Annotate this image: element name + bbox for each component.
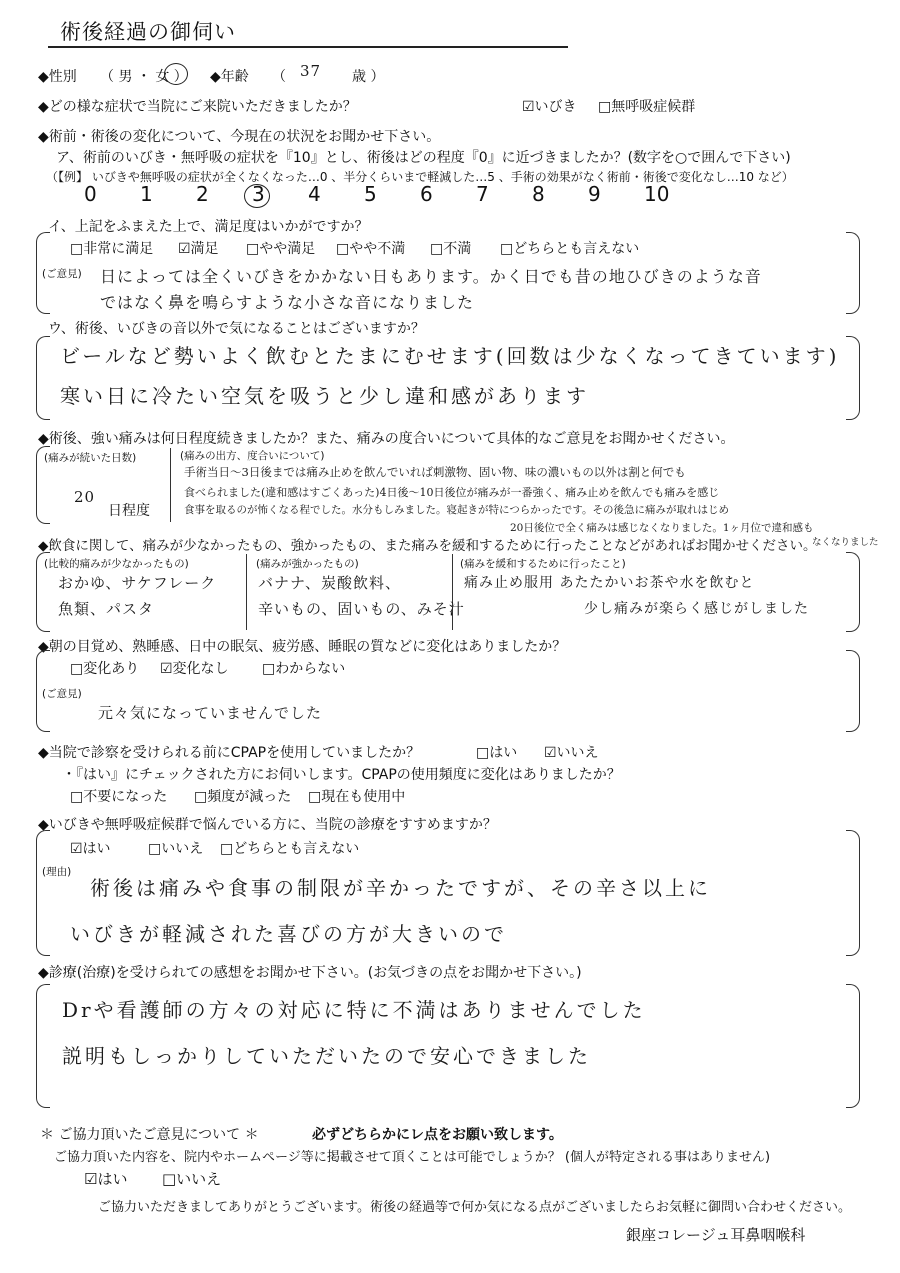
q6-col2-label: (痛みが強かったもの) (256, 558, 359, 570)
q3-option-satisfied[interactable]: ☑満足 (178, 241, 219, 257)
q5-detail-line-3[interactable]: 食事を取るのが怖くなる程でした。水分もしみました。寝起きが特につらかったです。その後急に痛みが取れはじめ (184, 504, 729, 516)
q8-option-no[interactable]: ☑いいえ (544, 745, 599, 761)
q10-bracket-left (36, 984, 50, 1108)
q8-option-yes[interactable]: □はい (476, 745, 518, 761)
title-underline (48, 46, 568, 48)
q8-sub-option-still-using[interactable]: □現在も使用中 (308, 789, 406, 805)
q9-reason-line-1[interactable]: 術後は痛みや食事の制限が辛かったですが、その辛さ以上に (90, 876, 711, 900)
q8-sub-option-unneeded[interactable]: □不要になった (70, 789, 168, 805)
gender-label: ◆性別 (38, 69, 77, 85)
scale-1[interactable]: 1 (140, 182, 153, 206)
scale-0[interactable]: 0 (84, 182, 97, 206)
q3-option-very-satisfied[interactable]: □非常に満足 (70, 241, 154, 257)
q9-reason-label: (理由) (42, 866, 72, 878)
scale-3[interactable]: 3 (252, 182, 265, 206)
q3-question: イ、上記をふまえた上で、満足度はいかがですか？ (48, 219, 369, 235)
q9-option-yes[interactable]: ☑はい (70, 841, 111, 857)
consent-question: ご協力頂いた内容を、院内やホームページ等に掲載させて頂くことは可能でしょうか？ (個人が特定される事はありません) (54, 1150, 771, 1165)
q2-scale[interactable] (84, 182, 700, 206)
clinic-name: 銀座コレージュ耳鼻咽喉科 (626, 1226, 806, 1244)
q7-comment[interactable]: 元々気になっていませんでした (98, 704, 323, 722)
scale-10[interactable]: 10 (644, 182, 670, 206)
q4-answer-line-2[interactable]: 寒い日に冷たい空気を吸うと少し違和感があります (60, 384, 589, 408)
q5-detail-line-4[interactable]: 20日後位で全く痛みは感じなくなりました。1ヶ月位で違和感も (510, 522, 814, 534)
q6-col1-line-2[interactable]: 魚類、パスタ (58, 600, 155, 618)
consent-yes-checkbox[interactable]: ☑はい (84, 1170, 128, 1188)
q5-divider (170, 448, 171, 522)
q6-col1-label: (比較的痛みが少なかったもの) (44, 558, 189, 570)
q6-divider-1 (246, 554, 247, 630)
q4-question: ウ、術後、いびきの音以外で気になることはございますか？ (48, 321, 425, 337)
q2-question: ◆術前・術後の変化について、今現在の状況をお聞かせ下さい。 (38, 129, 441, 145)
q3-bracket-right (846, 232, 860, 314)
q3-option-somewhat-satisfied[interactable]: □やや満足 (246, 241, 316, 257)
q9-question: ◆いびきや無呼吸症候群で悩んでいる方に、当院の診療をすすめますか？ (38, 817, 497, 833)
consent-heading: ＊ ご協力頂いたご意見について ＊ (40, 1127, 259, 1143)
gender-selected-circle (164, 63, 188, 85)
q5-days-label: (痛みが続いた日数) (44, 452, 137, 464)
q3-comment-line-2[interactable]: ではなく鼻を鳴らすような小さな音になりました (100, 293, 475, 312)
q5-question: ◆術後、強い痛みは何日程度続きましたか？また、痛みの度合いについて具体的なご意見をお聞かせください。 (38, 431, 735, 447)
q1-question: ◆どの様な症状で当院にご来院いただきましたか？ (38, 99, 357, 115)
age-value[interactable]: 37 (300, 62, 322, 80)
q5-days-unit: 日程度 (108, 503, 150, 519)
q3-option-neither[interactable]: □どちらとも言えない (500, 241, 640, 257)
q10-answer-line-2[interactable]: 説明もしっかりしていただいたので安心できました (62, 1044, 591, 1068)
age-label: ◆年齢 (210, 69, 249, 85)
scale-selected-circle (244, 184, 270, 208)
q5-detail-label: (痛みの出方、度合いについて) (180, 450, 325, 462)
q4-bracket-left (36, 336, 50, 420)
q6-col2-line-1[interactable]: バナナ、炭酸飲料、 (258, 574, 401, 592)
q1-option-snoring[interactable]: ☑いびき (522, 99, 577, 115)
q3-comment-line-1[interactable]: 日によっては全くいびきをかかない日もあります。かく日でも昔の地ひびきのような音 (100, 267, 762, 286)
consent-instruction: 必ずどちらかにレ点をお願い致します。 (312, 1127, 563, 1143)
q10-bracket-right (846, 984, 860, 1108)
q10-answer-line-1[interactable]: Drや看護師の方々の対応に特に不満はありませんでした (62, 998, 646, 1022)
scale-4[interactable]: 4 (308, 182, 321, 206)
q9-bracket-right (846, 830, 860, 956)
q2-sub: ア、術前のいびき・無呼吸の症状を『10』とし、術後はどの程度『0』に近づきましたか？(数字を○で囲んで下さい) (56, 150, 791, 166)
q5-days-value[interactable]: 20 (74, 488, 96, 506)
q9-option-no[interactable]: □いいえ (148, 841, 204, 857)
scale-5[interactable]: 5 (364, 182, 377, 206)
q3-option-dissatisfied[interactable]: □不満 (430, 241, 472, 257)
q2-example: （【例】 いびきや無呼吸の症状が全くなくなった…0 、半分くらいまで軽減した…5 、手術の効果がなく術前・術後で変化なし…10 など） (46, 170, 794, 184)
scale-6[interactable]: 6 (420, 182, 433, 206)
q7-question: ◆朝の目覚め、熟睡感、日中の眠気、疲労感、睡眠の質などに変化はありましたか？ (38, 639, 567, 655)
q8-sub-option-reduced[interactable]: □頻度が減った (194, 789, 292, 805)
q9-reason-line-2[interactable]: いびきが軽減された喜びの方が大きいので (70, 922, 507, 946)
q7-option-unknown[interactable]: □わからない (262, 661, 346, 677)
q9-option-neither[interactable]: □どちらとも言えない (220, 841, 360, 857)
q4-bracket-right (846, 336, 860, 420)
q9-bracket-left (36, 830, 50, 956)
thanks-message: ご協力いただきましてありがとうございます。術後の経過等で何か気になる点がございましたらお気軽に御問い合わせください。 (98, 1200, 851, 1215)
q6-col3-label: (痛みを緩和するために行ったこと) (460, 558, 626, 570)
consent-no-checkbox[interactable]: □いいえ (162, 1170, 222, 1188)
page-title: 術後経過の御伺い (60, 20, 236, 44)
q1-option-apnea[interactable]: □無呼吸症候群 (598, 99, 696, 115)
q6-col2-line-2[interactable]: 辛いもの、固いもの、みそ汁 (258, 600, 465, 618)
q5-detail-line-5[interactable]: なくなりました (812, 537, 879, 548)
q3-option-somewhat-dissatisfied[interactable]: □やや不満 (336, 241, 406, 257)
q3-comment-label: (ご意見) (42, 268, 82, 280)
q5-detail-line-2[interactable]: 食べられました(違和感はすごくあった)4日後〜10日後位が痛みが一番強く、痛み止めを飲んでも痛みを感じ (184, 486, 720, 499)
scale-2[interactable]: 2 (196, 182, 209, 206)
scale-9[interactable]: 9 (588, 182, 601, 206)
q7-bracket-right (846, 650, 860, 732)
q8-sub-question: ・『はい』にチェックされた方にお伺いします。CPAPの使用頻度に変化はありましたか？ (62, 767, 621, 783)
scale-8[interactable]: 8 (532, 182, 545, 206)
q7-option-changed[interactable]: □変化あり (70, 661, 140, 677)
q4-answer-line-1[interactable]: ビールなど勢いよく飲むとたまにむせます(回数は少なくなってきています) (60, 344, 840, 368)
age-open: （ (272, 69, 286, 85)
scale-7[interactable]: 7 (476, 182, 489, 206)
q8-question: ◆当院で診察を受けられる前にCPAPを使用していましたか？ (38, 745, 421, 761)
q6-col3-line-2[interactable]: 少し痛みが楽らく感じがしました (584, 601, 809, 617)
q7-option-no-change[interactable]: ☑変化なし (160, 661, 229, 677)
q6-col3-line-1[interactable]: 痛み止め服用 あたたかいお茶や水を飲むと (464, 575, 755, 591)
age-unit: 歳 ） (352, 69, 385, 85)
q5-detail-line-1[interactable]: 手術当日〜3日後までは痛み止めを飲んでいれば刺激物、固い物、味の濃いもの以外は割と何でも (184, 465, 686, 479)
gender-options: （ 男 ・ 女 ） (100, 69, 188, 85)
q10-question: ◆診療(治療)を受けられての感想をお聞かせ下さい。(お気づきの点をお聞かせ下さい。) (38, 965, 582, 981)
q7-comment-label: (ご意見) (42, 688, 82, 700)
q6-question: ◆飲食に関して、痛みが少なかったもの、強かったもの、また痛みを緩和するために行ったことなどがあればお聞かせください。 (38, 538, 817, 554)
q6-col1-line-1[interactable]: おかゆ、サケフレーク (58, 574, 217, 592)
q6-bracket-right (846, 552, 860, 632)
